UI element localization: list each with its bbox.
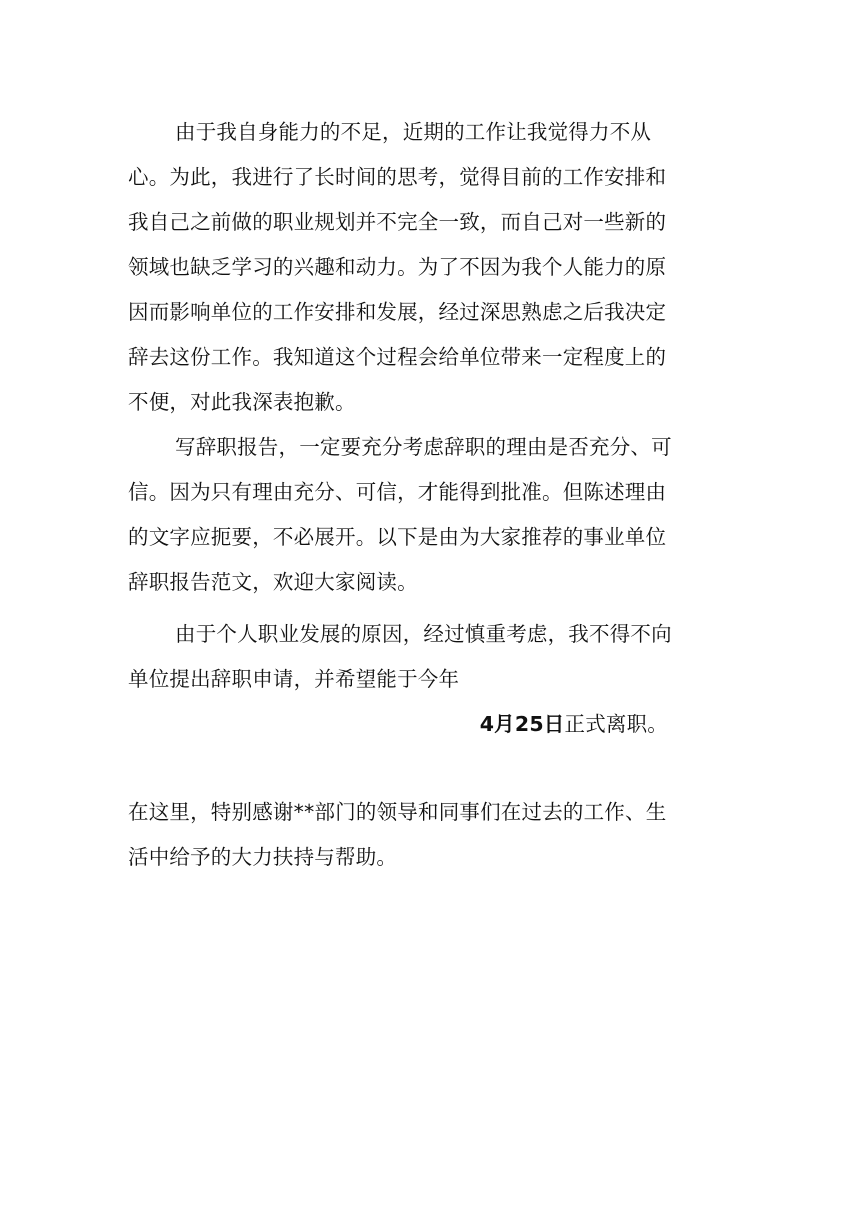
paragraph-2-line-3: 的文字应扼要，不必展开。以下是由为大家推荐的事业单位 (128, 525, 667, 549)
paragraph-2-line-2: 信。因为只有理由充分、可信，才能得到批准。但陈述理由 (128, 480, 667, 504)
resignation-date-line (480, 710, 668, 738)
paragraph-1-line-5: 因而影响单位的工作安排和发展，经过深思熟虑之后我决定 (128, 300, 667, 324)
paragraph-1-line-1: 由于我自身能力的不足，近期的工作让我觉得力不从 (175, 120, 652, 144)
paragraph-1-line-3: 我自己之前做的职业规划并不完全一致，而自己对一些新的 (128, 210, 667, 234)
paragraph-1-line-7: 不便，对此我深表抱歉。 (128, 390, 356, 414)
resignation-date-suffix: 正式离职。 (564, 712, 668, 736)
resignation-date: 4月25日 (479, 712, 565, 736)
paragraph-2-line-4: 辞职报告范文，欢迎大家阅读。 (128, 570, 418, 594)
paragraph-3-line-1: 由于个人职业发展的原因，经过慎重考虑，我不得不向 (175, 622, 672, 646)
paragraph-1-line-2: 心。为此，我进行了长时间的思考，觉得目前的工作安排和 (128, 165, 667, 189)
paragraph-4-line-2: 活中给予的大力扶持与帮助。 (128, 845, 398, 869)
paragraph-1-line-4: 领域也缺乏学习的兴趣和动力。为了不因为我个人能力的原 (128, 255, 667, 279)
paragraph-1-line-6: 辞去这份工作。我知道这个过程会给单位带来一定程度上的 (128, 345, 667, 369)
paragraph-2-line-1: 写辞职报告，一定要充分考虑辞职的理由是否充分、可 (175, 435, 672, 459)
paragraph-4-line-1: 在这里，特别感谢**部门的领导和同事们在过去的工作、生 (128, 800, 667, 824)
paragraph-3-line-2: 单位提出辞职申请，并希望能于今年 (128, 667, 460, 691)
